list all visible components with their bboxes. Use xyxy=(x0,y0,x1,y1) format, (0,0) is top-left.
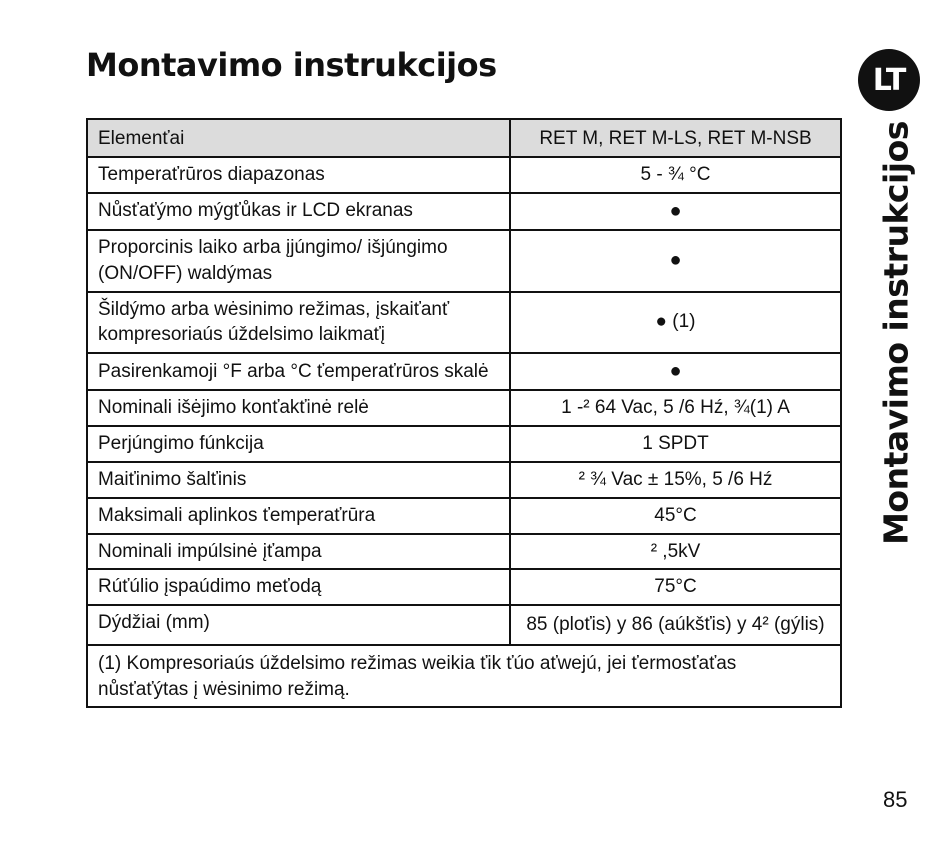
row-value: ² ¾ Vac ± 15%, 5 /6 Hź xyxy=(510,462,841,498)
row-label: Nominali išėjimo konťakťinė relė xyxy=(87,390,510,426)
table-row xyxy=(87,534,841,570)
row-label: Dýdžiai (mm) xyxy=(87,605,510,644)
row-label: Maksimali aplinkos ťemperaťrūra xyxy=(87,498,510,534)
table-row xyxy=(87,426,841,462)
table-row xyxy=(87,462,841,498)
row-label: Nůsťaťýmo mýgťůkas ir LCD ekranas xyxy=(87,193,510,230)
header-label-cell: Elemenťai xyxy=(87,119,510,157)
language-badge: LT xyxy=(858,49,920,111)
row-value: 85 (ploťis) y 86 (aúkšťis) y 4² (gýlis) xyxy=(510,605,841,644)
row-label: Proporcinis laiko arba įjúngimo/ išjúngimo (ON/OFF) waldýmas xyxy=(87,230,510,292)
row-label: Temperaťrūros diapazonas xyxy=(87,157,510,193)
header-value-cell: RET M, RET M-LS, RET M-NSB xyxy=(510,119,841,157)
row-label: Maiťinimo šalťinis xyxy=(87,462,510,498)
table-header-row xyxy=(87,119,841,157)
row-value: 1 -² 64 Vac, 5 /6 Hź, ¾(1) A xyxy=(510,390,841,426)
table-row xyxy=(87,605,841,644)
footnote: (1) Kompresoriaús úždelsimo režimas weikia ťik ťúo aťwejú, jei ťermosťaťas nůsťaťýtas į wėsinimo režimą. xyxy=(87,645,841,708)
row-value: 5 - ¾ °C xyxy=(510,157,841,193)
table-row xyxy=(87,157,841,193)
row-label: Nominali impúlsinė įťampa xyxy=(87,534,510,570)
row-value: 1 SPDT xyxy=(510,426,841,462)
table-row xyxy=(87,390,841,426)
table-row xyxy=(87,569,841,605)
row-value: ● xyxy=(510,193,841,230)
row-value: ● (1) xyxy=(510,292,841,354)
row-label: Šildýmo arba wėsinimo režimas, įskaiťanť kompresoriaús úždelsimo laikmaťį xyxy=(87,292,510,354)
row-value: 45°C xyxy=(510,498,841,534)
row-label: Pasirenkamoji °F arba °C ťemperaťrūros skalė xyxy=(87,353,510,390)
row-label: Rúťúlio įspaúdimo meťodą xyxy=(87,569,510,605)
page-number: 85 xyxy=(883,787,908,812)
table-row xyxy=(87,353,841,390)
page-title: Montavimo instrukcijos xyxy=(86,46,497,84)
row-value: ² ,5kV xyxy=(510,534,841,570)
table-row xyxy=(87,193,841,230)
vertical-section-title: Montavimo instrukcijos xyxy=(876,121,916,545)
table-row xyxy=(87,230,841,292)
row-value: ● xyxy=(510,353,841,390)
row-value: 75°C xyxy=(510,569,841,605)
table-footnote-row xyxy=(87,645,841,708)
row-value: ● xyxy=(510,230,841,292)
table-row xyxy=(87,292,841,354)
specifications-table xyxy=(86,118,842,708)
table-row xyxy=(87,498,841,534)
row-label: Perjúngimo fúnkcija xyxy=(87,426,510,462)
